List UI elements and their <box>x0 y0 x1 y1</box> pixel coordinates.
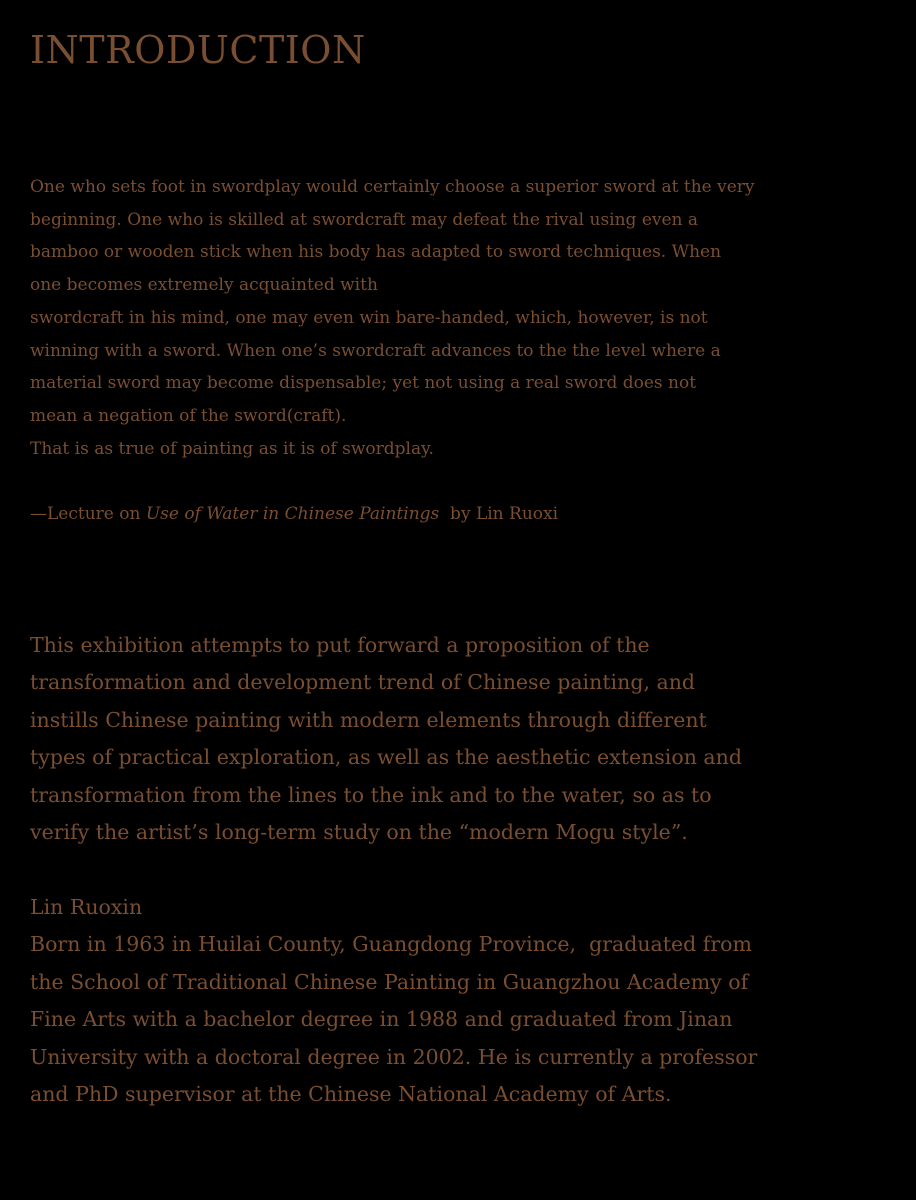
exhibition-line: This exhibition attempts to put forward a proposition of the <box>30 633 650 657</box>
exhibition-line: transformation from the lines to the ink and to the water, so as to <box>30 782 712 807</box>
quote-line: beginning. One who is skilled at swordcraft may defeat the rival using even a <box>30 209 699 230</box>
bio-line: Fine Arts with a bachelor degree in 1988 and graduated from Jinan <box>30 1007 733 1032</box>
lecture-title: Use of Water in Chinese Paintings <box>145 504 440 524</box>
bio-line: Born in 1963 in Huilai County, Guangdong Province, graduated from <box>30 932 752 957</box>
quote-line: That is as true of painting as it is of swordplay. <box>30 438 434 459</box>
page-title: INTRODUCTION <box>30 28 366 72</box>
quote-line: swordcraft in his mind, one may even win bare-handed, which, however, is not <box>30 307 708 328</box>
bio-line: the School of Traditional Chinese Painting in Guangzhou Academy of <box>30 969 749 994</box>
exhibition-line: verify the artist’s long-term study on the “modern Mogu style”. <box>30 820 688 845</box>
bio-line: University with a doctoral degree in 2002. He is currently a professor <box>30 1044 758 1069</box>
attribution-author: by Lin Ruoxi <box>439 504 559 524</box>
exhibition-paragraph <box>30 627 900 851</box>
quote-line: One who sets foot in swordplay would certainly choose a superior sword at the very <box>30 177 755 197</box>
exhibition-line: types of practical exploration, as well as the aesthetic extension and <box>30 745 742 770</box>
exhibition-line: transformation and development trend of Chinese painting, and <box>30 670 696 695</box>
exhibition-line: instills Chinese painting with modern elements through different <box>30 707 707 732</box>
quote-line: winning with a sword. When one’s swordcraft advances to the the level where a <box>30 340 721 361</box>
quote-line: material sword may become dispensable; yet not using a real sword does not <box>30 373 697 394</box>
quote-paragraph <box>30 171 890 465</box>
quote-line: bamboo or wooden stick when his body has adapted to sword techniques. When <box>30 242 722 263</box>
artist-bio <box>30 889 900 1113</box>
artist-name: Lin Ruoxin <box>30 895 143 919</box>
quote-line: one becomes extremely acquainted with <box>30 275 378 296</box>
bio-line: and PhD supervisor at the Chinese National Academy of Arts. <box>30 1082 672 1107</box>
attribution-prefix: —Lecture on <box>30 504 146 524</box>
quote-line: mean a negation of the sword(craft). <box>30 405 347 426</box>
quote-attribution <box>30 498 558 530</box>
